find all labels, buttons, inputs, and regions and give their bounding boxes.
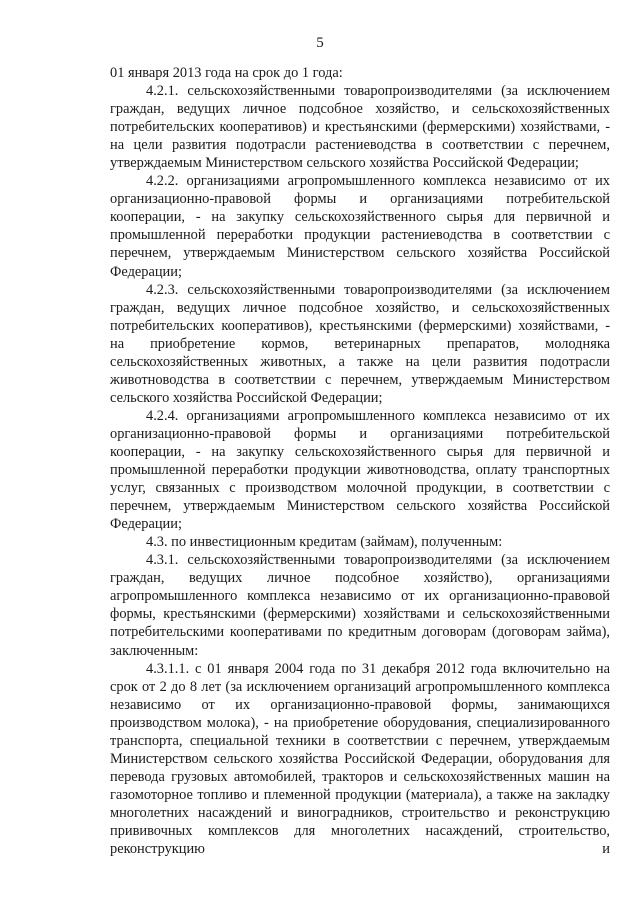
page-number: 5 xyxy=(316,35,324,51)
paragraph-4-2-1: 4.2.1. сельскохозяйственными товаропроизводителями (за исключением граждан, ведущих личное подсобное хозяйство, и сельскохозяйственных потребительских кооперативов) и крестьянскими (фермерскими) хозяйствами, - на цели развития подотрасли растениеводства в соответствии с перечнем, утверждаемым Министерством сельского хозяйства Российской Федерации; xyxy=(110,83,610,172)
paragraph-4-3-1: 4.3.1. сельскохозяйственными товаропроизводителями (за исключением граждан, ведущих личное подсобное хозяйство), организациями агропромышленного комплекса независимо от их организационно-правовой формы, крестьянскими (фермерскими) хозяйствами и сельскохозяйственными потребительскими кооперативами по кредитным договорам (договорам займа), заключенным: xyxy=(110,552,610,659)
paragraph-4-3: 4.3. по инвестиционным кредитам (займам), полученным: xyxy=(146,534,503,551)
paragraph-intro: 01 января 2013 года на срок до 1 года: xyxy=(110,65,343,81)
paragraph-4-2-3: 4.2.3. сельскохозяйственными товаропроизводителями (за исключением граждан, ведущих личное подсобное хозяйство, и сельскохозяйственных потребительских кооперативов), крестьянскими (фермерскими) хозяйствами, - на приобретение кормов, ветеринарных препаратов, молодняка сельскохозяйственных животных, а также на цели развития подотрасли животноводства в соответствии с перечнем, утверждаемым Министерством сельского хозяйства Российской Федерации; xyxy=(110,281,610,406)
paragraph-4-3-1-1: 4.3.1.1. с 01 января 2004 года по 31 декабря 2012 года включительно на срок от 2 до 8 лет (за исключением организаций агропромышленного комплекса независимо от их организационно-правовой формы, занимающихся производством молока), - на приобретение оборудования, специализированного транспорта, специальной техники в соответствии с перечнем, утверждаемым Министерством сельского хозяйства Российской Федерации, оборудования для перевода грузовых автомобилей, тракторов и сельскохозяйственных машин на газомоторное топливо и племенной продукции (материала), а также на закладку многолетних насаждений и виноградников, строительство и реконструкцию прививочных комплексов для многолетних насаждений, строительство, реконструкцию и xyxy=(110,660,610,858)
paragraph-4-2-2: 4.2.2. организациями агропромышленного комплекса независимо от их организационно-правовой формы и организациями потребительской кооперации, - на закупку сельскохозяйственного сырья для первичной и промышленной переработки продукции растениеводства в соответствии с перечнем, утверждаемым Министерством сельского хозяйства Российской Федерации; xyxy=(110,173,610,280)
document-body xyxy=(110,64,610,858)
paragraph-4-2-4: 4.2.4. организациями агропромышленного комплекса независимо от их организационно-правовой формы и организациями потребительской кооперации, - на закупку сельскохозяйственного сырья для первичной и промышленной переработки продукции животноводства, оплату транспортных услуг, связанных с производством молочной продукции, в соответствии с перечнем, утверждаемым Министерством сельского хозяйства Российской Федерации; xyxy=(110,407,610,533)
